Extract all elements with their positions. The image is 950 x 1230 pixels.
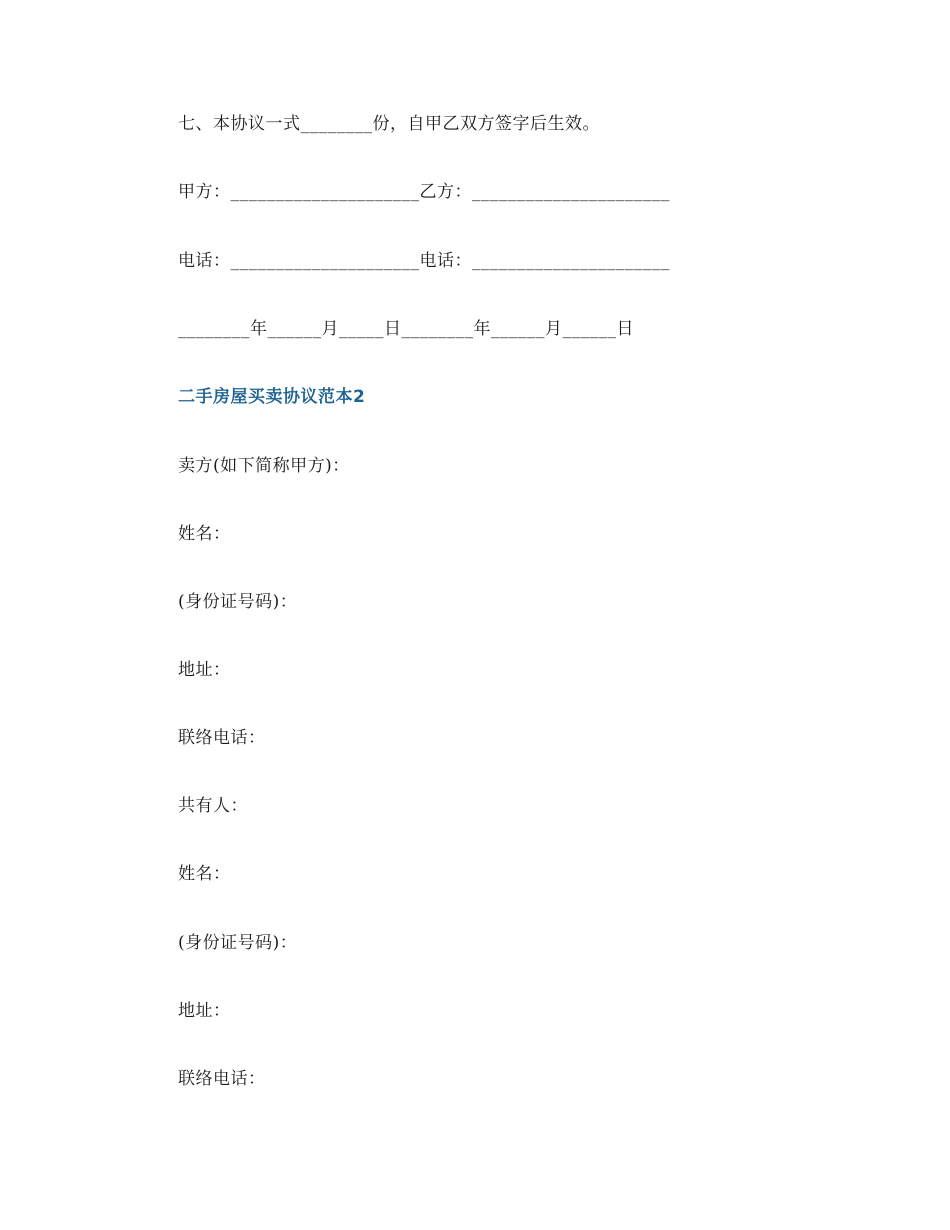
seller-id-label: (身份证号码)： [178, 592, 298, 612]
seller-label: 卖方(如下简称甲方)： [178, 456, 350, 476]
signature-phone-line: 电话：_____________________电话：______________________ [178, 251, 670, 271]
signature-party-line: 甲方：_____________________乙方：______________________ [178, 182, 670, 202]
clause-7-text: 七、本协议一式________份，自甲乙双方签字后生效。 [178, 114, 600, 134]
co-owner-contact-label: 联络电话： [178, 1069, 266, 1089]
seller-address-label: 地址： [178, 660, 231, 680]
signature-date-line: ________年______月_____日________年______月______日 [178, 319, 634, 339]
co-owner-label: 共有人： [178, 796, 248, 816]
seller-name-label: 姓名： [178, 524, 231, 544]
co-owner-name-label: 姓名： [178, 864, 231, 884]
section-heading: 二手房屋买卖协议范本2 [178, 387, 366, 407]
co-owner-id-label: (身份证号码)： [178, 933, 298, 953]
co-owner-address-label: 地址： [178, 1001, 231, 1021]
seller-contact-label: 联络电话： [178, 728, 266, 748]
